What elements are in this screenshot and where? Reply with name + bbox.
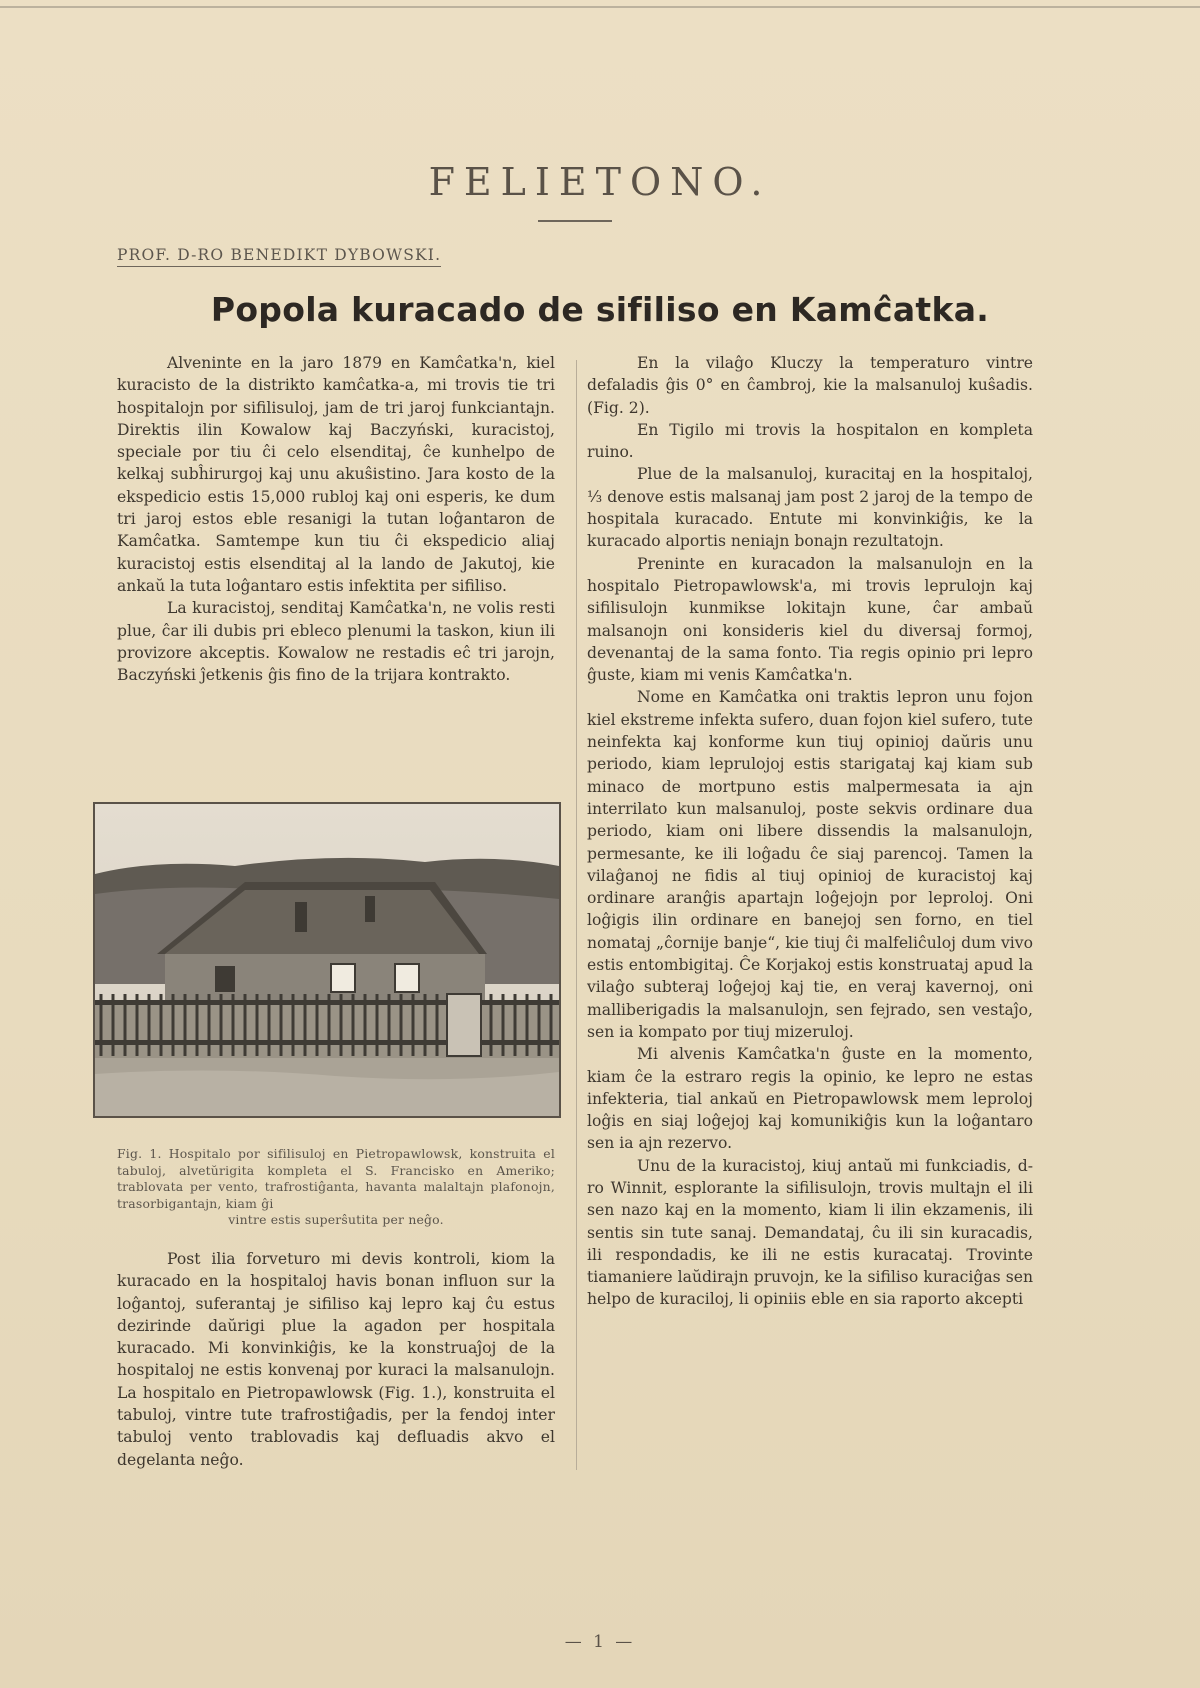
left-column-top — [117, 352, 555, 686]
paragraph: Nome en Kamĉatka oni traktis lepron unu fojon kiel ekstreme infekta sufero, duan fojon kiel sufero, tute neinfekta kaj konforme kun tiuj opinioj daŭris unu periodo, kiam leprulojoj estis starigataj kaj kiam sub minaco de mortpuno estis malpermesata ia ajn interrilato kun malsanuloj, poste sekvis ordinare dua periodo, kiam oni libere dissendis la malsanulojn, permesante, ke ili loĝadu ĉe siaj parencoj. Tamen la vilaĝanoj ne fidis al tiuj opinioj de kuracistoj kaj ordinare aranĝis apartajn loĝejojn por leproloj. Oni loĝigis ilin ordinare en banejoj sen forno, en tiel nomataj „ĉornije banje“, kie tiuj ĉi malfeliĉuloj dum vivo estis entombigitaj. Ĉe Korjakoj estis konstruataj apud la vilaĝo subteraj loĝejoj kaj tie, en veraj kavernoj, oni malliberigadis la malsanulojn, sen fejrado, sen vestaĵo, sen ia kompato por tiuj mizeruloj. — [587, 688, 1033, 1041]
paragraph: Post ilia forveturo mi devis kontroli, kiom la kuracado en la hospitaloj havis bonan influon sur la loĝantoj, suferantaj je sifiliso kaj lepro kaj ĉu estus dezirinde daŭrigi plue la agadon per hospitala kuracado. Mi konvinkiĝis, ke la konstruaĵoj de la hospitaloj ne estis konvenaj por kuraci la malsanulojn. La hospitalo en Pietropawlowsk (Fig. 1.), konstruita el tabuloj, vintre tute trafrostiĝadis, per la fendoj inter tabuloj vento trablovadis kaj defluadis akvo el degelanta neĝo. — [117, 1250, 555, 1469]
paragraph: Unu de la kuracistoj, kiuj antaŭ mi funkciadis, d-ro Winnit, esplorante la sifilisulojn, trovis multajn el ili sen nazo kaj en la momento, kiam li ilin ekzamenis, ili sentis sin tute sanaj. Demandataj, ĉu ili sin kuracadis, ili respondadis, ke ili ne estis kuracataj. Trovinte tiamaniere laŭdirajn pruvojn, ke la sifiliso kuraciĝas sen helpo de kuraciloj, li opiniis eble en sia raporto akcepti — [587, 1156, 1033, 1309]
section-title: FELIETONO. — [428, 160, 772, 204]
hospital-photo — [93, 802, 561, 1118]
left-column-bottom — [117, 1248, 555, 1471]
page-top-edge — [0, 6, 1200, 16]
page-number: — 1 — — [564, 1632, 636, 1652]
caption-text: Fig. 1. Hospitalo por sifilisuloj en Pietropawlowsk, konstruita el tabuloj, alvetŭrigita kompleta el S. Francisko en Ameriko; trablovata per vento, trafrostiĝanta, havanta malaltajn plafonojn, trasorbigantajn, kiam ĝi — [117, 1146, 555, 1211]
paragraph: La kuracistoj, senditaj Kamĉatka'n, ne volis resti plue, ĉar ili dubis pri ebleco plenumi la taskon, kiun ili provizore akceptis. Kowalow ne restadis eĉ tri jarojn, Baczyński ĵetkenis ĝis fino de la trijara kontrakto. — [117, 599, 555, 685]
paragraph: Alveninte en la jaro 1879 en Kamĉatka'n, kiel kuracisto de la distrikto kamĉatka-a, mi trovis tie tri hospitalojn por sifilisuloj, jam de tri jaroj funkciantajn. Direktis ilin Kowalow kaj Baczyński, kuracistoj, speciale por tiu ĉi celo elsenditaj, ĉe kunhelpo de kelkaj subĥirurgoj kaj unu akuŝistino. Jara kosto de la ekspedicio estis 15,000 rubloj kaj oni esperis, ke dum tri jaroj estos eble resanigi la tutan loĝantaron de Kamĉatka. Samtempe kun tiu ĉi ekspedicio aliaj kuracistoj estis elsenditaj al la lando de Jakutoj, kie ankaŭ la tuta loĝantaro estis infektita per sifiliso. — [117, 354, 555, 595]
paragraph: Preninte en kuracadon la malsanulojn en la hospitalo Pietropawlowsk'a, mi trovis leprulojn kaj sifilisulojn kunmikse lokitajn kune, ĉar ambaŭ malsanojn oni konsideris kiel du diversaj formoj, devenantaj de la sama fonto. Tia regis opinio pri lepro ĝuste, kiam mi venis Kamĉatka'n. — [587, 554, 1033, 685]
paragraph: En Tigilo mi trovis la hospitalon en kompleta ruino. — [587, 420, 1033, 462]
photo-caption — [117, 1146, 555, 1229]
title-rule — [538, 220, 612, 222]
paragraph: Mi alvenis Kamĉatka'n ĝuste en la momento, kiam ĉe la estraro regis la opinio, ke lepro ne estas infekteria, tial ankaŭ en Pietropawlowsk mem leproloj loĝis en siaj loĝejoj kaj komunikiĝis kun la loĝantaro sen ia ajn rezervo. — [587, 1045, 1033, 1153]
paragraph: Plue de la malsanuloj, kuracitaj en la hospitaloj, ⅓ denove estis malsanaj jam post 2 jaroj de la tempo de hospitala kuracado. Entute mi konvinkiĝis, ke la kuracado alportis neniajn bonajn rezultatojn. — [587, 465, 1033, 551]
paragraph: En la vilaĝo Kluczy la temperaturo vintre defaladis ĝis 0° en ĉambroj, kie la malsanuloj kuŝadis. (Fig. 2). — [587, 354, 1033, 417]
hospital-illustration — [95, 804, 559, 1116]
author-byline: PROF. D-RO BENEDIKT DYBOWSKI. — [117, 246, 441, 267]
right-column — [587, 352, 1033, 1311]
article-headline: Popola kuracado de sifiliso en Kamĉatka. — [210, 290, 990, 329]
column-divider — [576, 360, 577, 1470]
caption-text-end: vintre estis superŝutita per neĝo. — [228, 1212, 444, 1228]
